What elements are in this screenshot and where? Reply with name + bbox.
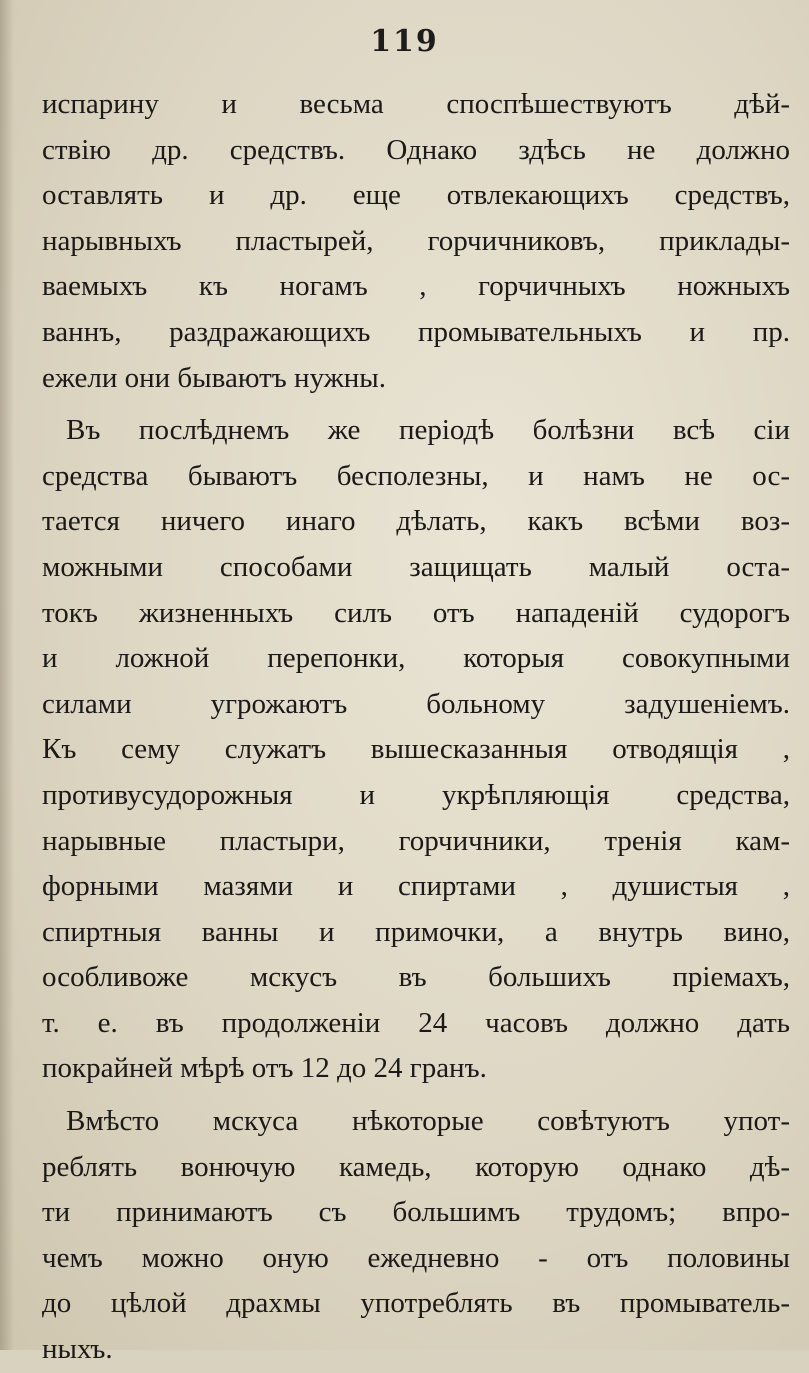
- paragraph-3: [42, 1099, 790, 1373]
- text-line: ваемыхъ къ ногамъ , горчичныхъ ножныхъ: [42, 270, 790, 303]
- page-gutter-shadow: [0, 0, 14, 1350]
- text-line: ти принимаютъ съ большимъ трудомъ; впро-: [42, 1196, 790, 1229]
- text-line: противусудорожныя и укрѣпляющія средства,: [42, 778, 790, 811]
- text-line: испарину и весьма споспѣшествуютъ дѣй-: [42, 88, 790, 120]
- text-line: форными мазями и спиртами , душистыя ,: [42, 870, 790, 903]
- paragraph-1: [42, 82, 790, 401]
- page-body-text: [42, 82, 790, 1373]
- text-line: реблять вонючую камедь, которую однако дѣ-: [42, 1150, 790, 1183]
- text-line: т. е. въ продолженіи 24 часовъ должно дать: [42, 1006, 790, 1039]
- text-line: можными способами защищать малый оста-: [42, 550, 790, 583]
- text-line: покрайней мѣрѣ отъ 12 до 24 гранъ.: [42, 1052, 487, 1085]
- text-line: до цѣлой драхмы употреблять въ промыватель-: [42, 1287, 790, 1320]
- text-line: Въ послѣднемъ же періодѣ болѣзни всѣ сіи: [66, 414, 790, 447]
- page-number: 119: [370, 24, 439, 59]
- text-line: оставлять и др. еще отвлекающихъ средствъ,: [42, 179, 790, 212]
- text-line: особливоже мскусъ въ большихъ пріемахъ,: [42, 961, 790, 994]
- text-line: нарывныхъ пластырей, горчичниковъ, приклады-: [42, 224, 790, 257]
- text-line: ваннъ, раздражающихъ промывательныхъ и пр.: [42, 315, 790, 348]
- text-line: Къ сему служатъ вышесказанныя отводящія ,: [42, 733, 790, 766]
- text-line: ствію др. средствъ. Однако здѣсь не должно: [42, 133, 790, 166]
- text-line: средства бываютъ бесполезны, и намъ не ос-: [42, 459, 790, 492]
- text-line: и ложной перепонки, которыя совокупными: [42, 642, 790, 675]
- text-line: ныхъ.: [42, 1333, 113, 1366]
- text-line: силами угрожаютъ больному задушеніемъ.: [42, 687, 790, 720]
- text-line: ежели они бываютъ нужны.: [42, 361, 386, 394]
- text-line: тается ничего инаго дѣлать, какъ всѣми воз-: [42, 505, 790, 538]
- text-line: чемъ можно оную ежедневно - отъ половины: [42, 1241, 790, 1274]
- text-line: токъ жизненныхъ силъ отъ нападеній судорогъ: [42, 596, 790, 629]
- paragraph-2: [42, 408, 790, 1092]
- text-line: спиртныя ванны и примочки, а внутрь вино,: [42, 915, 790, 948]
- text-line: нарывные пластыри, горчичники, тренія кам-: [42, 824, 790, 857]
- text-line: Вмѣсто мскуса нѣкоторые совѣтуютъ упот-: [66, 1105, 790, 1138]
